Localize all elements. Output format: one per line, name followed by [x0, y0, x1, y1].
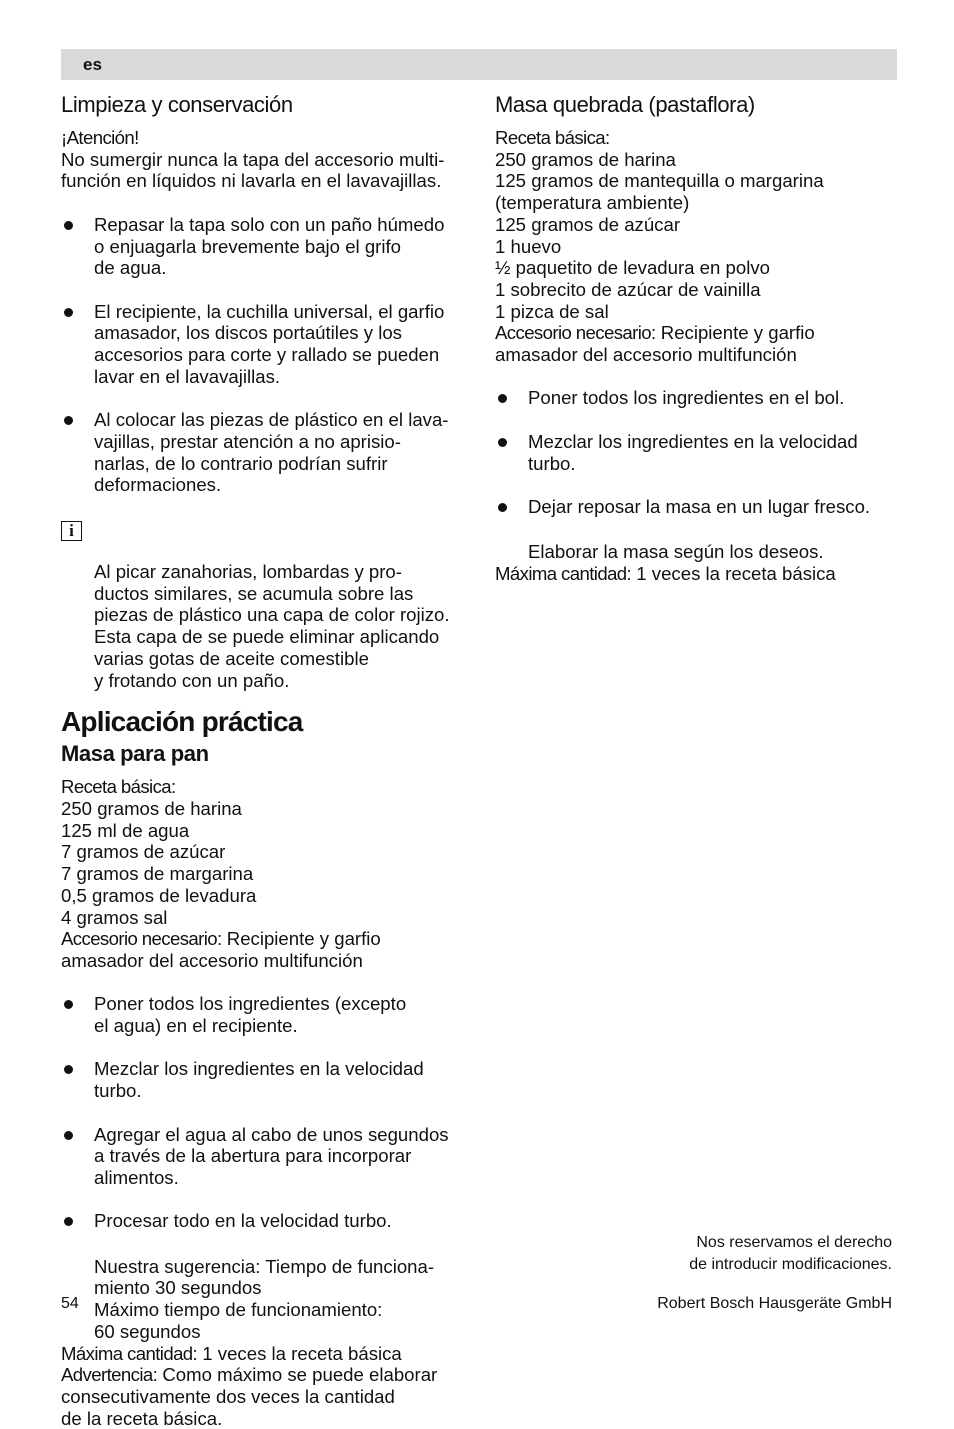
language-code: es — [83, 55, 102, 74]
footer-note: Nos reservamos el derecho de introducir modificaciones. — [689, 1234, 892, 1273]
bread-suggestion: Nuestra sugerencia: Tiempo de funciona- miento 30 segundos Máximo tiempo de funcionamiento: 60 segundos — [94, 1255, 435, 1342]
list-item: Poner todos los ingredientes (excepto el agua) en el recipiente. — [61, 993, 471, 1036]
cleaning-title: Limpieza y conservación — [61, 92, 293, 117]
left-column — [61, 90, 471, 1429]
bread-max-label: Máxima cantidad: — [61, 1342, 198, 1364]
bread-recipe-label: Receta básica: — [61, 776, 176, 798]
shortcrust-max-label: Máxima cantidad: — [495, 563, 632, 585]
practical-title: Aplicación práctica — [61, 706, 303, 738]
shortcrust-steps — [495, 366, 895, 540]
bread-steps — [61, 972, 471, 1254]
shortcrust-accessory-text: Recipiente y garfio amasador del accesorio multifunción — [495, 322, 815, 366]
page-number: 54 — [61, 1295, 79, 1312]
shortcrust-max-text: 1 veces la receta básica — [631, 563, 836, 585]
list-item: Agregar el agua al cabo de unos segundos a través de la abertura para incorporar alimentos. — [61, 1124, 471, 1189]
shortcrust-accessory-label: Accesorio necesario: — [495, 322, 656, 344]
bread-warning-label: Advertencia: — [61, 1364, 158, 1386]
bread-accessory — [61, 928, 471, 971]
list-item: El recipiente, la cuchilla universal, el garfio amasador, los discos portaútiles y los accesorios para corte y rallado se pueden lavar en el lavavajillas. — [61, 301, 471, 388]
shortcrust-ingredients: 250 gramos de harina 125 gramos de mantequilla o margarina (temperatura ambiente) 125 gramos de azúcar 1 huevo ½ paquetito de levadura en polvo 1 sobrecito de azúcar de vainilla 1 pizca de sal — [495, 148, 824, 322]
list-item: Mezclar los ingredientes en la velocidad turbo. — [495, 431, 895, 474]
bread-ingredients: 250 gramos de harina 125 ml de agua 7 gramos de azúcar 7 gramos de margarina 0,5 gramos de levadura 4 gramos sal — [61, 797, 257, 928]
bread-accessory-text: Recipiente y garfio amasador del accesorio multifunción — [61, 928, 381, 971]
language-bar — [61, 49, 897, 80]
info-icon: i — [61, 521, 82, 541]
bread-max — [61, 1343, 471, 1365]
list-item: Mezclar los ingredientes en la velocidad turbo. — [61, 1058, 471, 1101]
shortcrust-accessory — [495, 322, 895, 365]
bread-warning — [61, 1364, 471, 1429]
company-name: Robert Bosch Hausgeräte GmbH — [657, 1295, 892, 1312]
bread-title: Masa para pan — [61, 741, 209, 767]
shortcrust-max — [495, 563, 895, 585]
list-item: Repasar la tapa solo con un paño húmedo o enjuagarla brevemente bajo el grifo de agua. — [61, 214, 471, 279]
shortcrust-after: Elaborar la masa según los deseos. — [528, 541, 824, 563]
cleaning-warning-text: No sumergir nunca la tapa del accesorio multi- función en líquidos ni lavarla en el lavavajillas. — [61, 148, 445, 192]
shortcrust-recipe-label: Receta básica: — [495, 127, 610, 148]
list-item: Al colocar las piezas de plástico en el lava- vajillas, prestar atención a no aprisio- narlas, de lo contrario podrían sufrir deformaciones. — [61, 409, 471, 496]
info-note-text: Al picar zanahorias, lombardas y pro- ductos similares, se acumula sobre las piezas de plástico una capa de color rojizo. Esta capa de se puede eliminar aplicando varias gotas de aceite comestible y frotando con un paño. — [94, 561, 450, 691]
list-item: Dejar reposar la masa en un lugar fresco. — [495, 496, 895, 518]
cleaning-warning-label: ¡Atención! — [61, 127, 139, 148]
bread-accessory-label: Accesorio necesario: — [61, 928, 222, 950]
cleaning-bullets — [61, 192, 471, 518]
bread-max-text: 1 veces la receta básica — [197, 1342, 402, 1364]
shortcrust-title: Masa quebrada (pastaflora) — [495, 92, 755, 117]
right-column — [495, 90, 895, 585]
info-note — [61, 518, 471, 692]
bread-warning-text: Como máximo se puede elaborar consecutivamente dos veces la cantidad de la receta básica. — [61, 1364, 438, 1429]
list-item: Poner todos los ingredientes en el bol. — [495, 387, 895, 409]
list-item: Procesar todo en la velocidad turbo. — [61, 1210, 471, 1232]
